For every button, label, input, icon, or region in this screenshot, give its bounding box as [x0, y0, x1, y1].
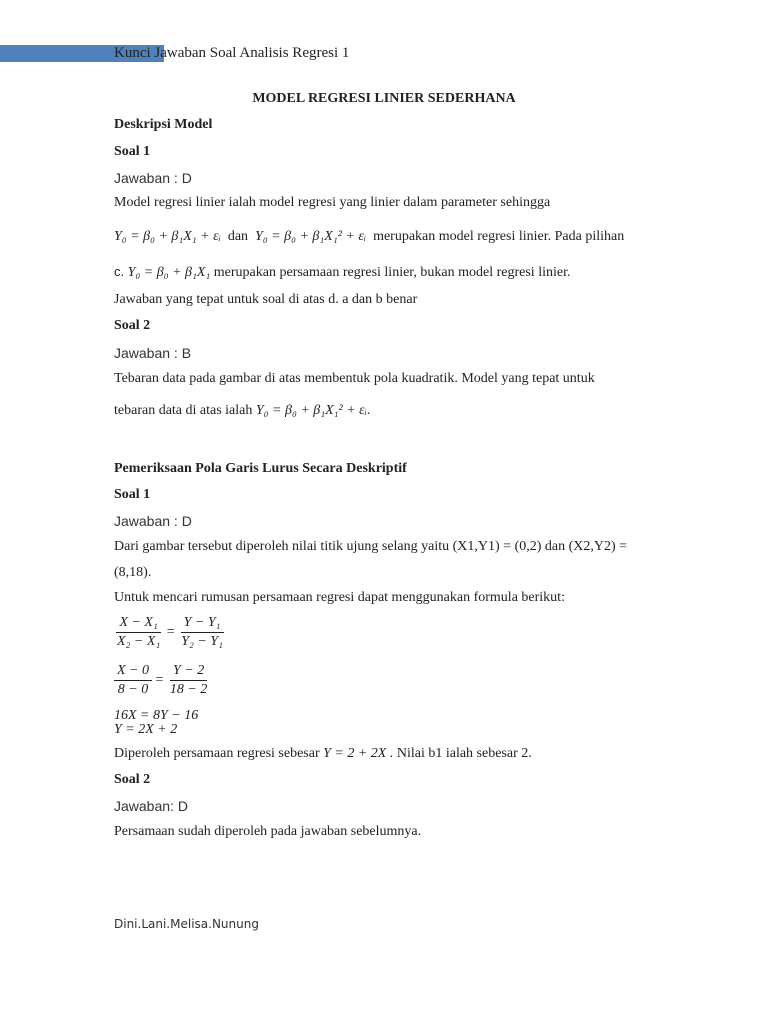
numerator: X − 0 [114, 663, 152, 681]
s2-soal-1-text-2: (8,18). [114, 565, 152, 580]
result-text-2: Nilai b1 ialah sebesar 2. [396, 746, 532, 761]
equals-sign: = [155, 672, 164, 688]
numerator: Y − 2 [170, 663, 207, 681]
denominator: 8 − 0 [117, 682, 149, 697]
page-header: Kunci Jawaban Soal Analisis Regresi 1 [114, 45, 350, 61]
s2-soal-2-text: Persamaan sudah diperoleh pada jawaban sebelumnya. [114, 824, 422, 839]
formula-1 [114, 615, 226, 650]
s2-soal-2-label: Soal 2 [114, 772, 151, 787]
soal-2-label: Soal 2 [114, 318, 151, 333]
numerator: X − X₁ [116, 615, 160, 633]
result-text: Diperoleh persamaan regresi sebesar [114, 746, 320, 761]
s2-soal-1-text: Dari gambar tersebut diperoleh nilai titik ujung selang yaitu (X1,Y1) = (0,2) dan (X2,Y2) = [114, 539, 628, 554]
soal-1-label: Soal 1 [114, 144, 151, 159]
fraction-x [114, 615, 163, 650]
fraction-y-values [167, 663, 210, 698]
equation-a: Y₀ = β₀ + β₁X₁ + εᵢ [114, 229, 221, 244]
soal-1-choice-c-line [114, 264, 570, 281]
soal-2-equation: Y₀ = β₀ + β₁X₁² + εᵢ [255, 403, 367, 418]
fraction-x-values [114, 663, 152, 698]
equation-b: Y₀ = β₀ + β₁X₁² + εᵢ [255, 229, 367, 244]
denominator: X₂ − X₁ [117, 634, 161, 649]
page-footer: Dini.Lani.Melisa.Nunung [114, 917, 259, 931]
s2-soal-1-text-3: Untuk mencari rumusan persamaan regresi dapat menggunakan formula berikut: [114, 590, 565, 605]
denominator: 18 − 2 [169, 682, 208, 697]
soal-1-text-2: merupakan model regresi linier. Pada pilihan [373, 229, 625, 244]
choice-c-label: c. [114, 264, 125, 279]
dan-text: dan [227, 229, 249, 244]
s2-soal-1-answer: Jawaban : D [114, 513, 192, 529]
section-heading-deskripsi: Deskripsi Model [114, 117, 213, 132]
soal-1-text: Model regresi linier ialah model regresi yang linier dalam parameter sehingga [114, 195, 551, 210]
soal-1-text-3: merupakan persamaan regresi linier, bukan model regresi linier. [213, 265, 571, 280]
soal-1-conclusion: Jawaban yang tepat untuk soal di atas d. a dan b benar [114, 292, 418, 307]
equation-c: Y₀ = β₀ + β₁X₁ [127, 265, 211, 280]
result-equation: Y = 2 + 2X . [323, 746, 394, 761]
denominator: Y₂ − Y₁ [181, 634, 223, 649]
s2-soal-2-answer: Jawaban: D [114, 798, 188, 814]
s2-soal-1-label: Soal 1 [114, 487, 151, 502]
result-line [114, 746, 532, 762]
soal-1-equation-line [114, 229, 624, 245]
soal-2-text-2: tebaran data di atas ialah [114, 403, 253, 418]
section-heading-pemeriksaan: Pemeriksaan Pola Garis Lurus Secara Deskriptif [114, 461, 407, 476]
formula-2 [114, 663, 210, 698]
soal-2-answer: Jawaban : B [114, 345, 192, 361]
formula-line-3: 16X = 8Y − 16 [114, 708, 199, 723]
numerator: Y − Y₁ [181, 615, 224, 633]
document-title: MODEL REGRESI LINIER SEDERHANA [252, 91, 516, 106]
formula-line-4: Y = 2X + 2 [114, 722, 178, 737]
soal-1-answer: Jawaban : D [114, 170, 192, 186]
soal-2-equation-line [114, 403, 370, 419]
soal-2-text: Tebaran data pada gambar di atas membentuk pola kuadratik. Model yang tepat untuk [114, 371, 595, 386]
period: . [366, 403, 371, 418]
fraction-y [178, 615, 226, 650]
equals-sign: = [166, 624, 175, 640]
